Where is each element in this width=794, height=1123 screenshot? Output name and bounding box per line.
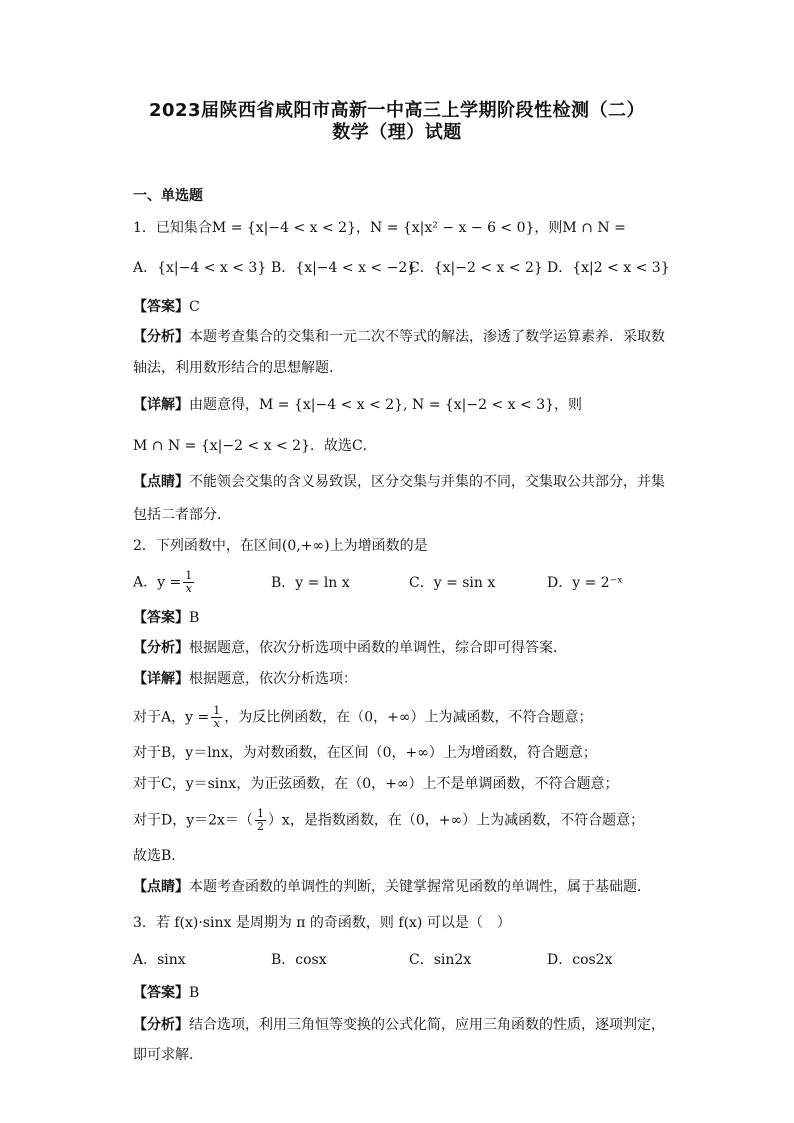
q2-option-c: C．y = sin x [409, 574, 496, 591]
q2-detail-a [133, 705, 673, 730]
q3-answer-value: B [189, 985, 200, 1001]
detail-tag: 【详解】 [133, 671, 189, 687]
q2-conclusion: 故选B． [133, 848, 186, 864]
fraction-denominator: 2 [256, 820, 264, 833]
q2-detail-d-prefix: 对于D，y＝2x＝（ [133, 812, 253, 829]
q3-option-c: C．sin2x [409, 952, 472, 968]
q3-analysis-text: 结合选项，利用三角恒等变换的公式化简，应用三角函数的性质，逐项判定， [189, 1017, 665, 1033]
q2-stem: 2．下列函数中，在区间(0,+∞)上为增函数的是 [133, 538, 428, 554]
q1-options [133, 259, 673, 277]
q1-option-b: B．{x|−4 < x < −2} [271, 260, 417, 276]
q3-option-d: D．cos2x [547, 952, 613, 968]
document-title: 2023届陕西省咸阳市高新一中高三上学期阶段性检测（二） [148, 100, 646, 121]
answer-tag: 【答案】 [133, 299, 189, 315]
q2-detail-a-prefix: 对于A，y = [133, 709, 210, 726]
q2-analysis [133, 639, 673, 657]
q2-option-a [133, 570, 271, 595]
q1-analysis-line2: 轴法，利用数形结合的思想解题． [133, 360, 343, 376]
q1-stem: 1．已知集合M = {x|−4 < x < 2}，N = {x|x² − x − 6 < 0}，则M ∩ N = [133, 220, 626, 236]
fraction-numerator: 1 [185, 569, 193, 582]
q1-option-a: A．{x|−4 < x < 3} [133, 260, 267, 276]
q3-answer [133, 984, 673, 1002]
q1-detail-text: 由题意得，M = {x|−4 < x < 2}, N = {x|−2 < x < 3}，则 [189, 397, 583, 413]
fraction-numerator: 1 [256, 807, 264, 820]
document-subtitle: 数学（理）试题 [332, 122, 462, 143]
q2-detail-text: 根据题意，依次分析选项： [189, 671, 357, 687]
q2-detail-d-suffix: ）x，是指数函数，在（0，+∞）上为减函数，不符合题意； [267, 812, 645, 829]
q3-stem: 3．若 f(x)·sinx 是周期为 π 的奇函数，则 f(x) 可以是（ ） [133, 915, 511, 931]
analysis-tag: 【分析】 [133, 1017, 189, 1033]
q1-analysis-text: 本题考查集合的交集和一元二次不等式的解法，渗透了数学运算素养．采取数 [189, 329, 665, 345]
fraction-denominator: x [213, 717, 220, 730]
fraction-numerator: 1 [213, 704, 221, 717]
q2-detail-a-suffix: ，为反比例函数，在（0，+∞）上为减函数，不符合题意； [224, 709, 593, 726]
q3-analysis-line2: 即可求解. [133, 1047, 194, 1063]
fraction [255, 808, 266, 833]
answer-tag: 【答案】 [133, 610, 189, 626]
analysis-tag: 【分析】 [133, 329, 189, 345]
q1-answer-value: C [189, 299, 200, 315]
q2-detail-b: 对于B，y＝lnx，为对数函数，在区间（0，+∞）上为增函数，符合题意； [133, 745, 597, 761]
q3-option-a: A．sinx [133, 952, 186, 968]
q1-detail-line2: M ∩ N = {x|−2 < x < 2}．故选C． [133, 438, 377, 454]
q1-note-line1 [133, 473, 673, 491]
q2-options [133, 570, 673, 595]
q2-option-d: D．y = 2⁻ˣ [547, 574, 623, 591]
q1-note-text: 不能领会交集的含义易致误，区分交集与并集的不同，交集取公共部分，并集 [189, 474, 665, 490]
q1-detail-line1 [133, 396, 673, 414]
q2-note [133, 878, 673, 896]
q1-answer [133, 298, 673, 316]
q2-detail [133, 670, 673, 688]
note-tag: 【点睛】 [133, 474, 189, 490]
q3-options [133, 951, 673, 969]
q1-option-d: D．{x|2 < x < 3} [547, 260, 670, 276]
fraction-denominator: x [185, 582, 192, 595]
q2-analysis-text: 根据题意，依次分析选项中函数的单调性，综合即可得答案． [189, 640, 567, 656]
q3-analysis-line1 [133, 1016, 673, 1034]
q2-detail-d [133, 808, 673, 833]
q2-option-b: B．y = ln x [271, 574, 350, 591]
q1-option-c: C．{x|−2 < x < 2} [409, 260, 543, 276]
q2-answer-value: B [189, 610, 200, 626]
q3-option-b: B．cosx [271, 952, 327, 968]
section-heading: 一、单选题 [133, 188, 203, 204]
q2-answer [133, 609, 673, 627]
note-tag: 【点睛】 [133, 879, 189, 895]
fraction [211, 705, 222, 730]
q2-detail-c: 对于C，y＝sinx，为正弦函数，在（0，+∞）上不是单调函数，不符合题意； [133, 776, 619, 792]
analysis-tag: 【分析】 [133, 640, 189, 656]
q2-note-text: 本题考查函数的单调性的判断，关键掌握常见函数的单调性，属于基础题． [189, 879, 651, 895]
answer-tag: 【答案】 [133, 985, 189, 1001]
q2-option-a-label: A．y = [133, 574, 182, 591]
detail-tag: 【详解】 [133, 397, 189, 413]
q1-note-line2: 包括二者部分． [133, 507, 231, 523]
fraction [183, 570, 194, 595]
q1-analysis-line1 [133, 328, 673, 346]
